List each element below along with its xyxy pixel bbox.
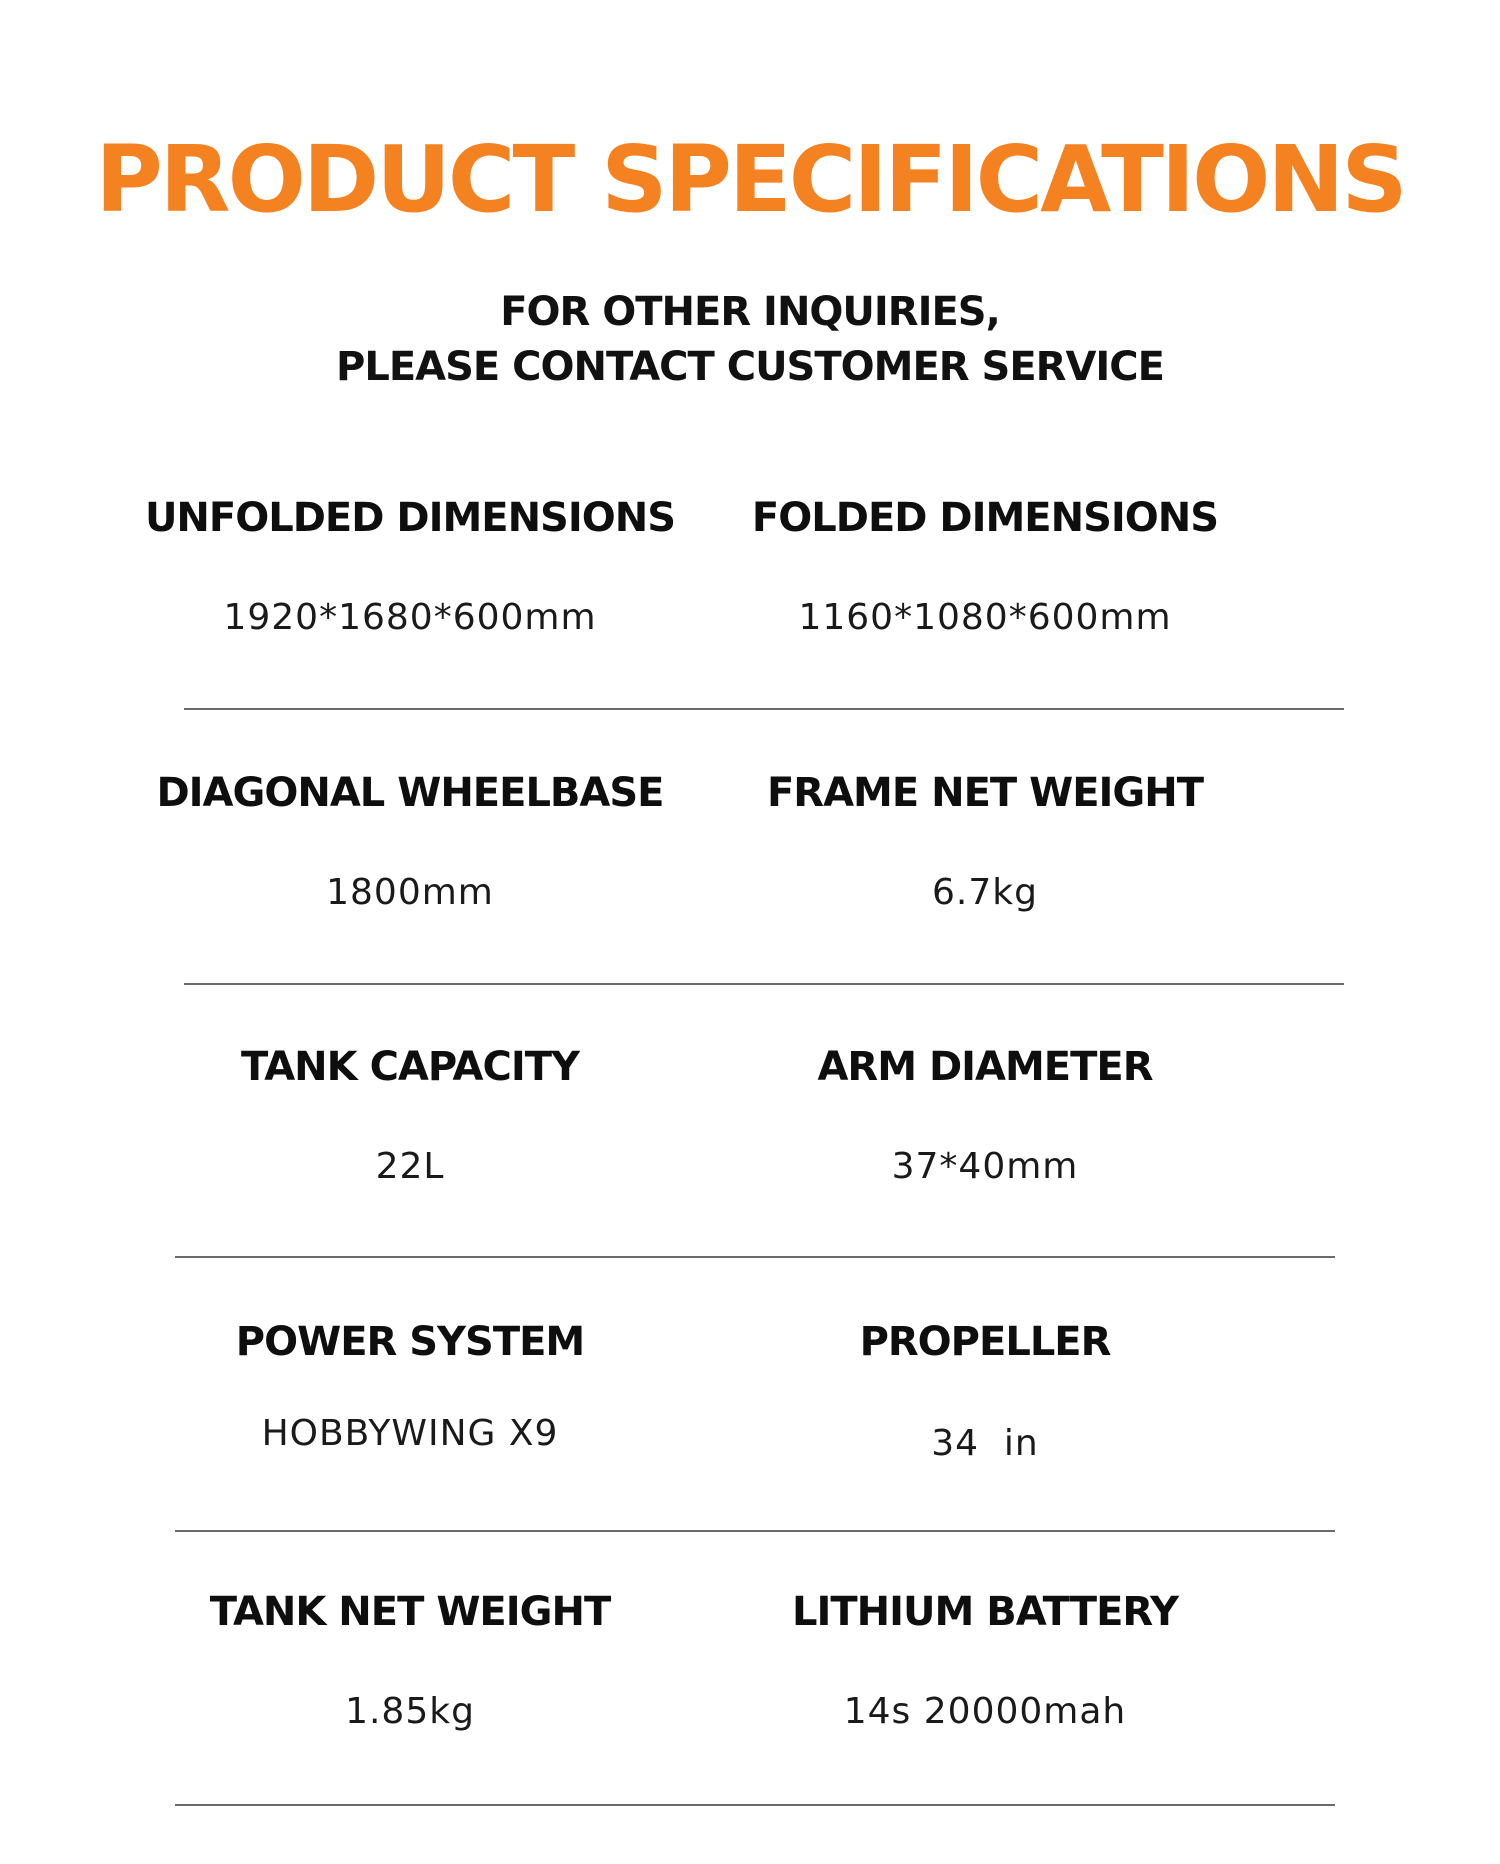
spec-item-power-system bbox=[90, 1314, 730, 1458]
spec-label: FOLDED DIMENSIONS bbox=[751, 495, 1219, 541]
contact-notice bbox=[0, 285, 1500, 395]
spec-row bbox=[0, 490, 1500, 760]
spec-label: FRAME NET WEIGHT bbox=[766, 770, 1204, 816]
spec-row bbox=[0, 1314, 1500, 1584]
spec-value: 1920*1680*600mm bbox=[223, 597, 597, 638]
spec-item-lithium-battery bbox=[665, 1584, 1305, 1736]
spec-label: ARM DIAMETER bbox=[817, 1044, 1153, 1090]
spec-value: 1800mm bbox=[326, 872, 494, 913]
spec-item-folded-dimensions bbox=[665, 490, 1305, 642]
spec-row bbox=[0, 1039, 1500, 1309]
contact-notice-line-2: PLEASE CONTACT CUSTOMER SERVICE bbox=[336, 344, 1164, 390]
spec-value: 1160*1080*600mm bbox=[798, 597, 1172, 638]
spec-label: POWER SYSTEM bbox=[235, 1319, 585, 1365]
spec-value: 14s 20000mah bbox=[843, 1691, 1127, 1732]
spec-label: TANK CAPACITY bbox=[241, 1044, 579, 1090]
spec-item-arm-diameter bbox=[665, 1039, 1305, 1191]
spec-item-propeller bbox=[665, 1314, 1305, 1468]
row-divider bbox=[184, 708, 1344, 710]
spec-row bbox=[0, 765, 1500, 1035]
spec-value: 6.7kg bbox=[932, 872, 1038, 913]
row-divider bbox=[175, 1804, 1335, 1806]
spec-item-unfolded-dimensions bbox=[90, 490, 730, 642]
spec-item-frame-net-weight bbox=[665, 765, 1305, 917]
spec-item-tank-capacity bbox=[90, 1039, 730, 1191]
spec-row bbox=[0, 1584, 1500, 1854]
spec-item-tank-net-weight bbox=[90, 1584, 730, 1736]
spec-value: 37*40mm bbox=[891, 1146, 1079, 1187]
spec-item-diagonal-wheelbase bbox=[90, 765, 730, 917]
spec-label: PROPELLER bbox=[859, 1319, 1111, 1365]
row-divider bbox=[184, 983, 1344, 985]
spec-value: 22L bbox=[375, 1146, 445, 1187]
page-title: PRODUCT SPECIFICATIONS bbox=[95, 126, 1405, 233]
spec-label: TANK NET WEIGHT bbox=[209, 1589, 611, 1635]
spec-label: UNFOLDED DIMENSIONS bbox=[144, 495, 676, 541]
spec-value: 1.85kg bbox=[345, 1691, 475, 1732]
row-divider bbox=[175, 1530, 1335, 1532]
spec-label: DIAGONAL WHEELBASE bbox=[156, 770, 664, 816]
contact-notice-line-1: FOR OTHER INQUIRIES, bbox=[500, 289, 1000, 335]
row-divider bbox=[175, 1256, 1335, 1258]
spec-label: LITHIUM BATTERY bbox=[792, 1589, 1178, 1635]
spec-value: 34 in bbox=[931, 1423, 1039, 1464]
spec-value: HOBBYWING X9 bbox=[261, 1413, 559, 1454]
